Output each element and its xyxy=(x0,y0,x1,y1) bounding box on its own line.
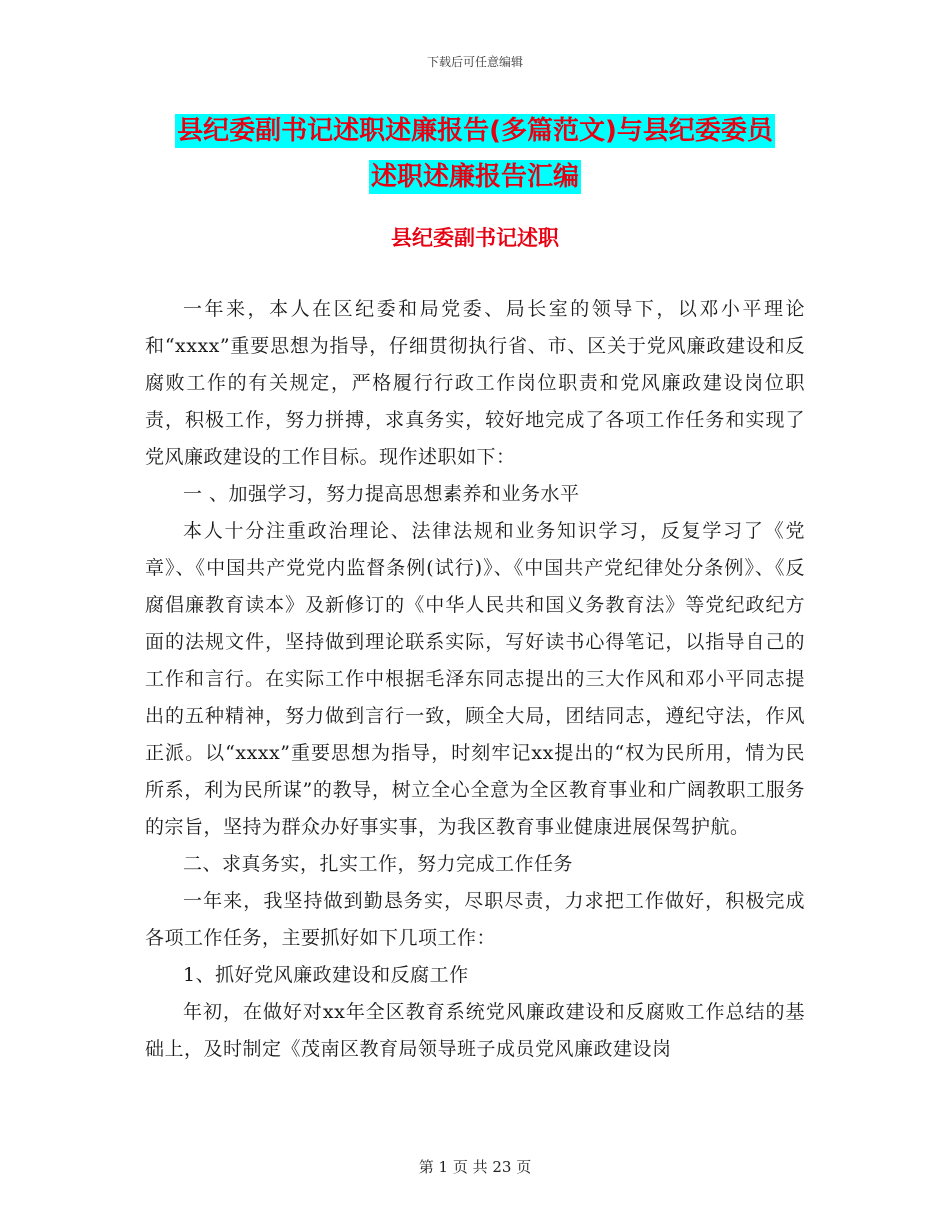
paragraph: 一年来，本人在区纪委和局党委、局长室的领导下，以邓小平理论和“xxxx”重要思想为指导，仔细贯彻执行省、市、区关于党风廉政建设和反腐败工作的有关规定，严格履行行政工作岗位职责和党风廉政建设岗位职责，积极工作，努力拼搏，求真务实，较好地完成了各项工作任务和实现了党风廉政建设的工作目标。现作述职如下： xyxy=(145,298,805,468)
paragraph: 二、求真务实，扎实工作，努力完成工作任务 xyxy=(183,853,574,875)
title-line-2: 述职述廉报告汇编 xyxy=(370,162,579,192)
paragraph: 一年来，我坚持做到勤恳务实，尽职尽责，力求把工作做好，积极完成各项工作任务，主要抓好如下几项工作： xyxy=(145,890,805,949)
document-title xyxy=(0,108,950,200)
page-number: 第 1 页 共 23 页 xyxy=(418,1158,532,1176)
paragraph: 1、抓好党风廉政建设和反腐工作 xyxy=(183,964,469,986)
header-note: 下载后可任意编辑 xyxy=(426,55,523,69)
paragraph: 一 、加强学习，努力提高思想素养和业务水平 xyxy=(183,483,580,505)
section-title: 县纪委副书记述职 xyxy=(391,226,559,250)
paragraph: 年初，在做好对xx年全区教育系统党风廉政建设和反腐败工作总结的基础上，及时制定《茂南区教育局领导班子成员党风廉政建设岗 xyxy=(145,1001,805,1060)
title-line-1: 县纪委副书记述职述廉报告(多篇范文)与县纪委委员 xyxy=(177,116,773,146)
body-text xyxy=(145,291,805,1068)
paragraph: 本人十分注重政治理论、法律法规和业务知识学习，反复学习了《党章》、《中国共产党党内监督条例(试行)》、《中国共产党纪律处分条例》、《反腐倡廉教育读本》及新修订的《中华人民共和国义务教育法》等党纪政纪方面的法规文件，坚持做到理论联系实际，写好读书心得笔记，以指导自己的工作和言行。在实际工作中根据毛泽东同志提出的三大作风和邓小平同志提出的五种精神，努力做到言行一致，顾全大局，团结同志，遵纪守法，作风正派。以“xxxx”重要思想为指导，时刻牢记xx提出的“权为民所用，情为民所系，利为民所谋”的教导，树立全心全意为全区教育事业和广阔教职工服务的宗旨，坚持为群众办好事实事，为我区教育事业健康进展保驾护航。 xyxy=(145,520,805,838)
